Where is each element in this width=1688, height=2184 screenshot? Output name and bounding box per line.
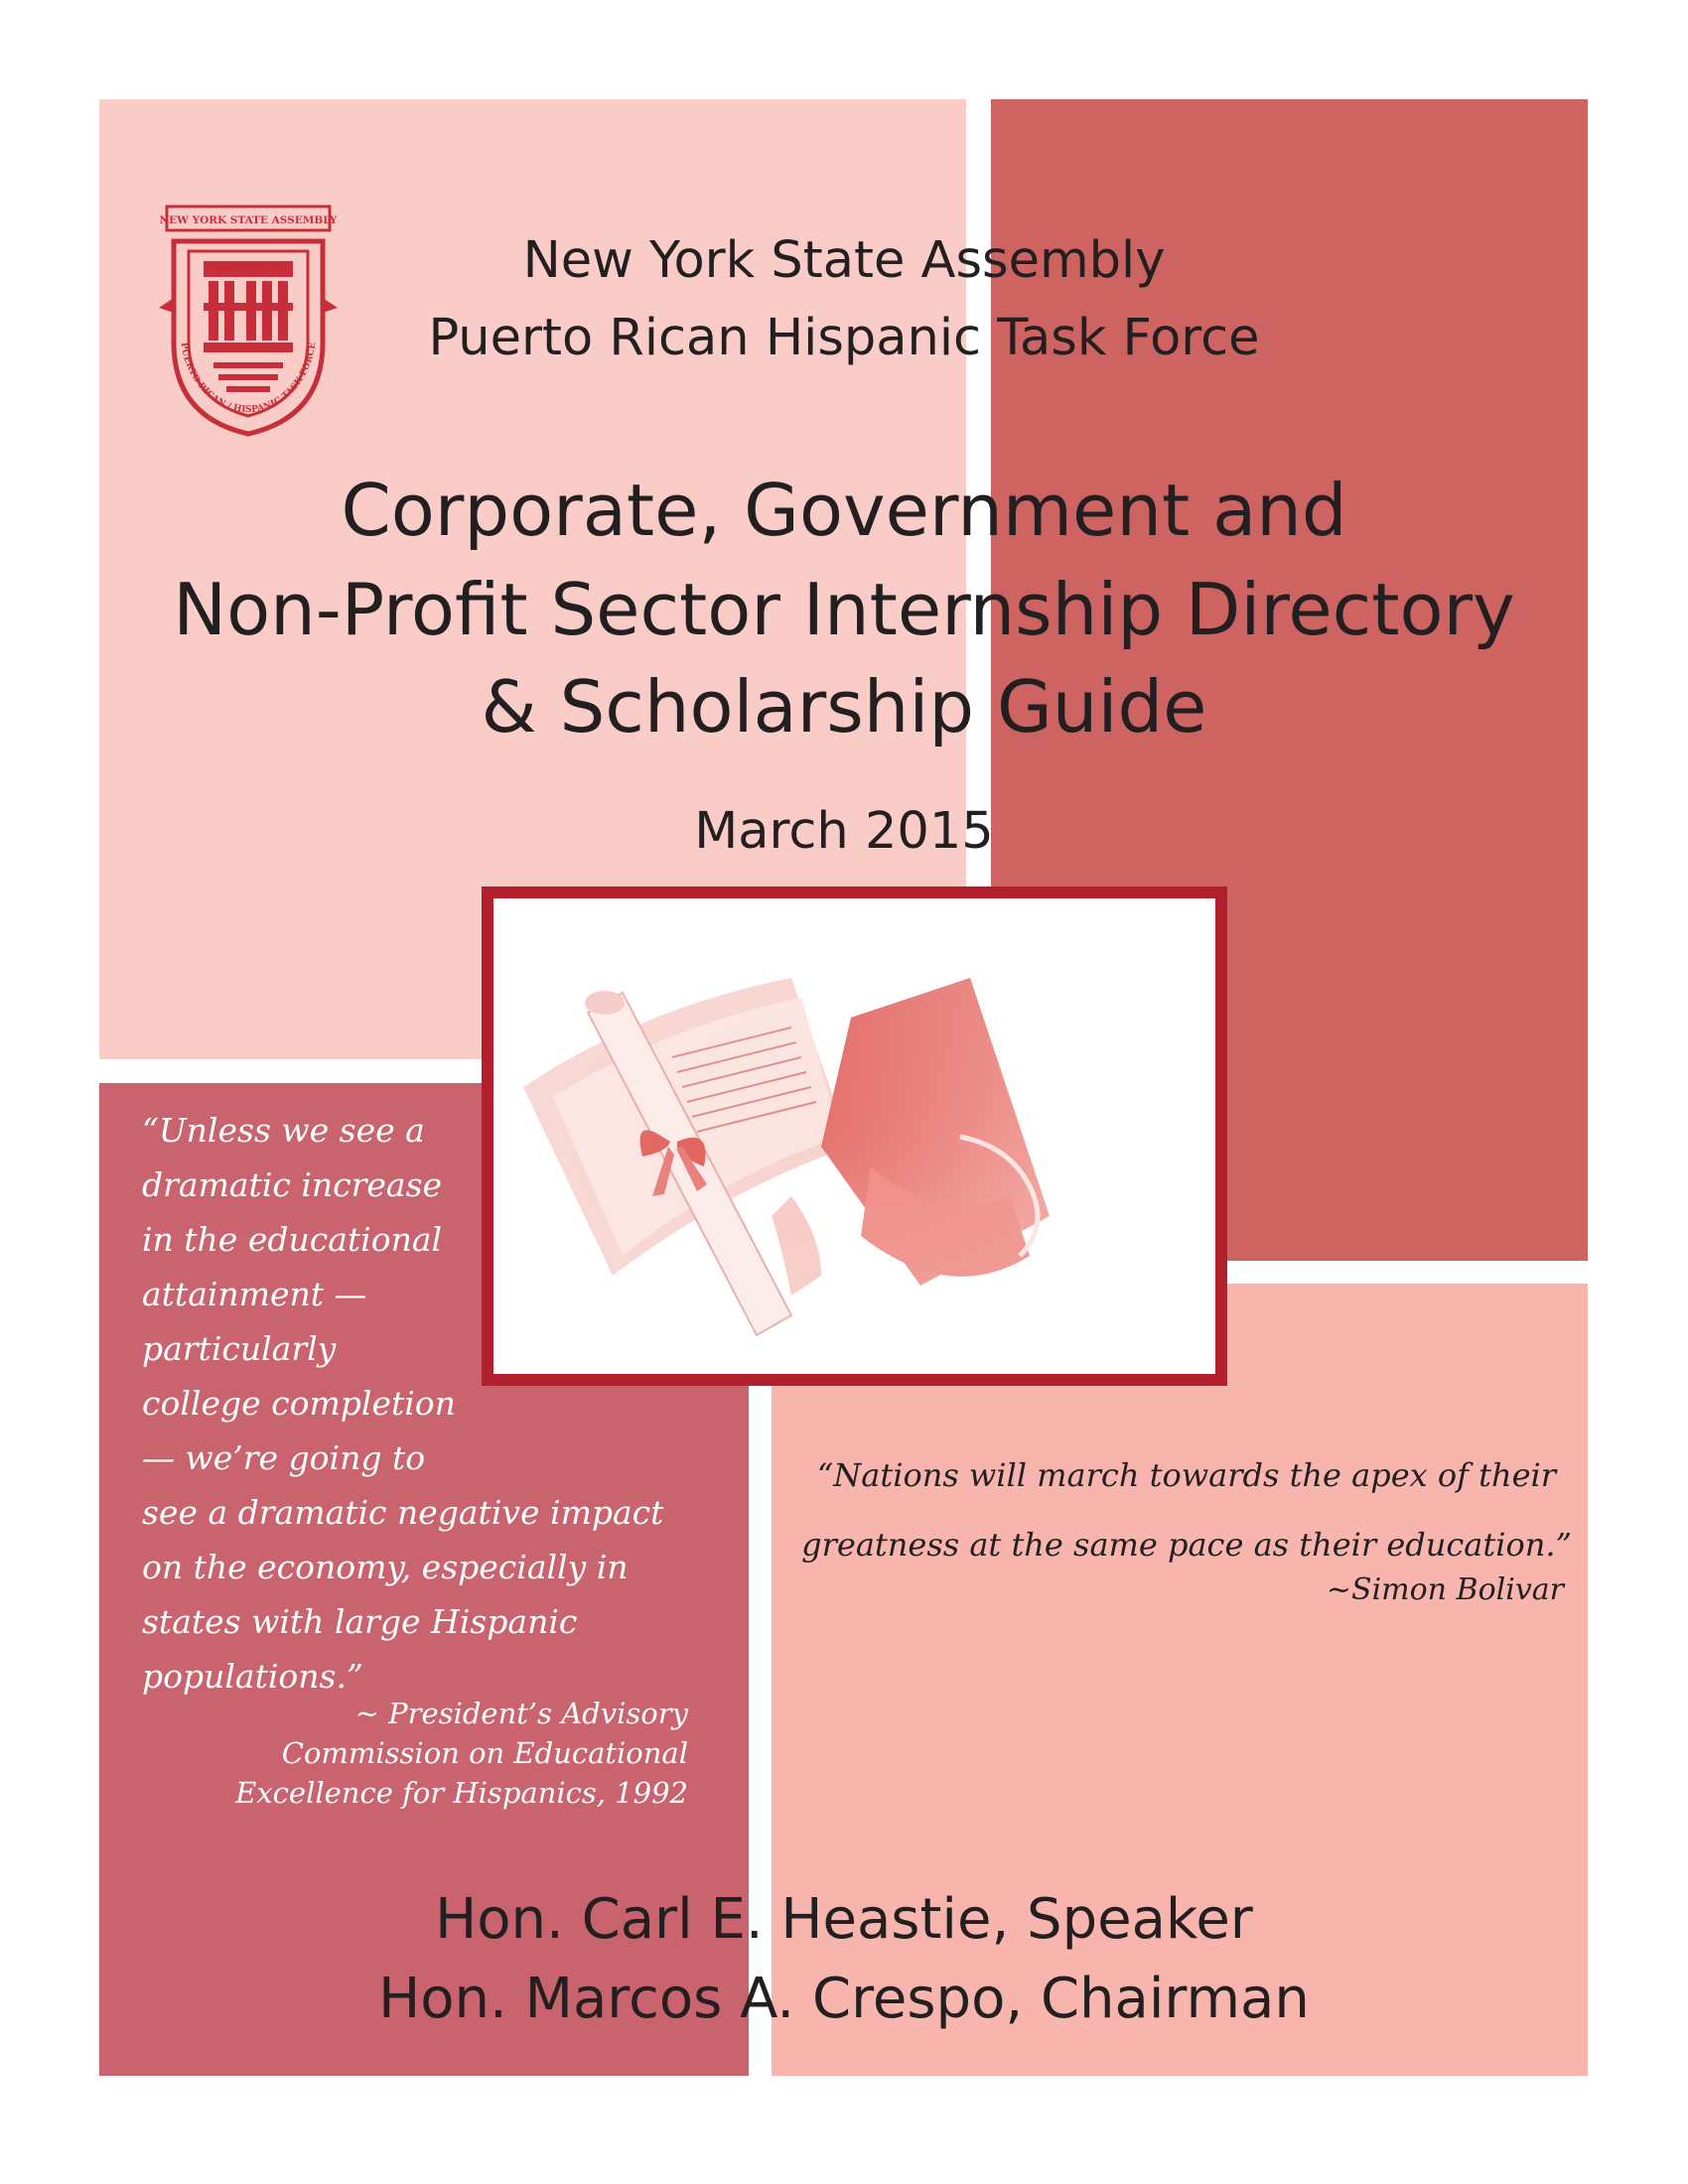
quote-left-line: dramatic increase — [142, 1165, 443, 1204]
chairman-name: Hon. Marcos A. Crespo, Chairman — [378, 1967, 1310, 2031]
org-name-line-1: New York State Assembly — [522, 231, 1166, 290]
seal-ring-text: PUERTO RICAN / HISPANIC TASK FORCE — [178, 341, 319, 416]
quote-left-line: in the educational — [142, 1220, 443, 1259]
quote-left-attribution-line: Commission on Educational — [281, 1736, 688, 1770]
background-block-bottom-right — [772, 1284, 1588, 2076]
quote-left-attribution-line: ~ President’s Advisory — [354, 1697, 688, 1730]
publication-date: March 2015 — [694, 802, 994, 861]
quote-right-line: greatness at the same pace as their education.” — [801, 1526, 1572, 1564]
quote-left-line: particularly — [142, 1329, 337, 1368]
quote-left-line: “Unless we see a — [142, 1111, 425, 1150]
quote-left-attribution-line: Excellence for Hispanics, 1992 — [235, 1776, 688, 1810]
quote-left-line: attainment — — [142, 1275, 367, 1313]
document-title-line-3: & Scholarship Guide — [481, 665, 1207, 749]
speaker-name: Hon. Carl E. Heastie, Speaker — [435, 1887, 1253, 1952]
quote-left-line: states with large Hispanic — [142, 1602, 578, 1641]
quote-left-line: college completion — [142, 1384, 456, 1423]
quote-right-attribution: ~Simon Bolivar — [1326, 1572, 1564, 1607]
quote-left-line: — we’re going to — [142, 1438, 426, 1477]
quote-left-line: on the economy, especially in — [142, 1548, 629, 1586]
quote-left-attribution — [142, 1694, 688, 1813]
quote-left-line: populations.” — [142, 1657, 363, 1696]
quote-simon-bolivar — [794, 1440, 1579, 1579]
document-title-line-2: Non-Profit Sector Internship Directory — [173, 568, 1515, 651]
quote-right-line: “Nations will march towards the apex of their — [816, 1456, 1557, 1494]
seal-top-text: NEW YORK STATE ASSEMBLY — [159, 214, 338, 226]
quote-left-line: see a dramatic negative impact — [142, 1493, 664, 1532]
org-name-line-2: Puerto Rican Hispanic Task Force — [428, 309, 1260, 367]
document-title-line-1: Corporate, Government and — [341, 469, 1347, 552]
quote-educational-attainment — [142, 1103, 698, 1704]
